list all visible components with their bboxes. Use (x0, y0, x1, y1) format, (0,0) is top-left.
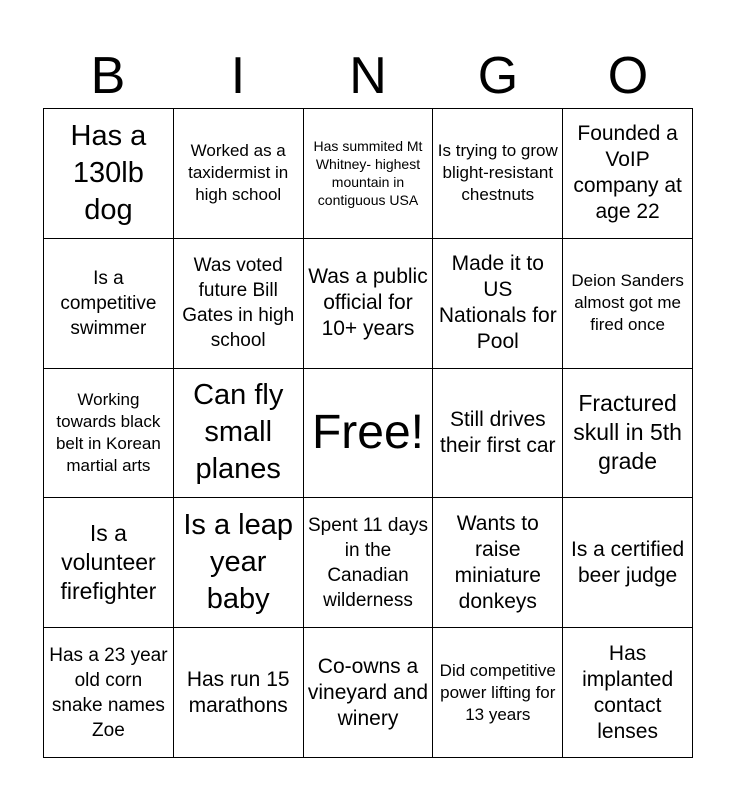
bingo-cell-text: Deion Sanders almost got me fired once (571, 271, 684, 335)
bingo-cell-text: Is a volunteer firefighter (60, 520, 157, 605)
bingo-cell-text: Still drives their first car (440, 407, 556, 457)
bingo-cell[interactable] (174, 109, 304, 239)
bingo-cell[interactable] (433, 369, 563, 499)
header-letter-b: B (90, 47, 126, 105)
free-space[interactable] (304, 369, 434, 499)
bingo-cell-text: Has a 130lb dog (70, 119, 147, 226)
bingo-cell-text: Spent 11 days in the Canadian wilderness (307, 514, 429, 611)
bingo-header (43, 44, 693, 108)
bingo-cell-text: Has summited Mt Whitney- highest mountain in contiguous USA (313, 138, 423, 209)
bingo-cell[interactable] (44, 109, 174, 239)
header-letter-n: N (349, 47, 387, 105)
bingo-cell-text: Was a public official for 10+ years (308, 265, 428, 341)
bingo-cell[interactable] (44, 498, 174, 628)
bingo-cell-text: Co-owns a vineyard and winery (307, 654, 429, 730)
bingo-cell-text: Has implanted contact lenses (582, 641, 674, 743)
bingo-cell-text: Is a certified beer judge (570, 537, 685, 587)
bingo-cell[interactable] (563, 239, 693, 369)
bingo-cell[interactable] (174, 369, 304, 499)
header-letter-i: I (230, 47, 246, 105)
bingo-cell-text: Made it to US Nationals for Pool (438, 252, 557, 354)
bingo-board (43, 108, 693, 758)
bingo-cell-text: Founded a VoIP company at age 22 (573, 122, 682, 224)
bingo-cell-text: Has run 15 marathons (186, 667, 290, 717)
bingo-cell[interactable] (433, 239, 563, 369)
bingo-cell-text: Is a competitive swimmer (60, 267, 157, 339)
bingo-cell[interactable] (304, 109, 434, 239)
bingo-cell[interactable] (174, 239, 304, 369)
bingo-cell[interactable] (44, 239, 174, 369)
bingo-cell[interactable] (44, 628, 174, 758)
bingo-cell-text: Can fly small planes (193, 379, 284, 486)
free-space-text: Free! (311, 405, 424, 459)
bingo-cell[interactable] (563, 628, 693, 758)
bingo-cell[interactable] (304, 628, 434, 758)
bingo-cell[interactable] (433, 109, 563, 239)
bingo-cell[interactable] (563, 498, 693, 628)
bingo-cell-text: Fractured skull in 5th grade (573, 390, 682, 475)
bingo-cell[interactable] (174, 628, 304, 758)
bingo-cell-text: Worked as a taxidermist in high school (188, 141, 289, 205)
bingo-cell-text: Is a leap year baby (183, 509, 294, 616)
bingo-cell[interactable] (304, 239, 434, 369)
bingo-cell[interactable] (563, 109, 693, 239)
bingo-cell-text: Was voted future Bill Gates in high school (182, 255, 295, 352)
bingo-cell[interactable] (304, 498, 434, 628)
bingo-cell[interactable] (433, 498, 563, 628)
bingo-cell-text: Wants to raise miniature donkeys (454, 511, 541, 613)
bingo-cell-text: Working towards black belt in Korean martial arts (55, 389, 161, 475)
bingo-cell[interactable] (44, 369, 174, 499)
bingo-cell-text: Has a 23 year old corn snake names Zoe (49, 644, 168, 741)
bingo-cell[interactable] (433, 628, 563, 758)
header-letter-g: G (477, 47, 519, 105)
header-letter-o: O (607, 47, 649, 105)
bingo-cell[interactable] (563, 369, 693, 499)
bingo-cell[interactable] (174, 498, 304, 628)
bingo-cell-text: Did competitive power lifting for 13 years (439, 660, 556, 724)
bingo-cell-text: Is trying to grow blight-resistant chestnuts (437, 141, 558, 205)
